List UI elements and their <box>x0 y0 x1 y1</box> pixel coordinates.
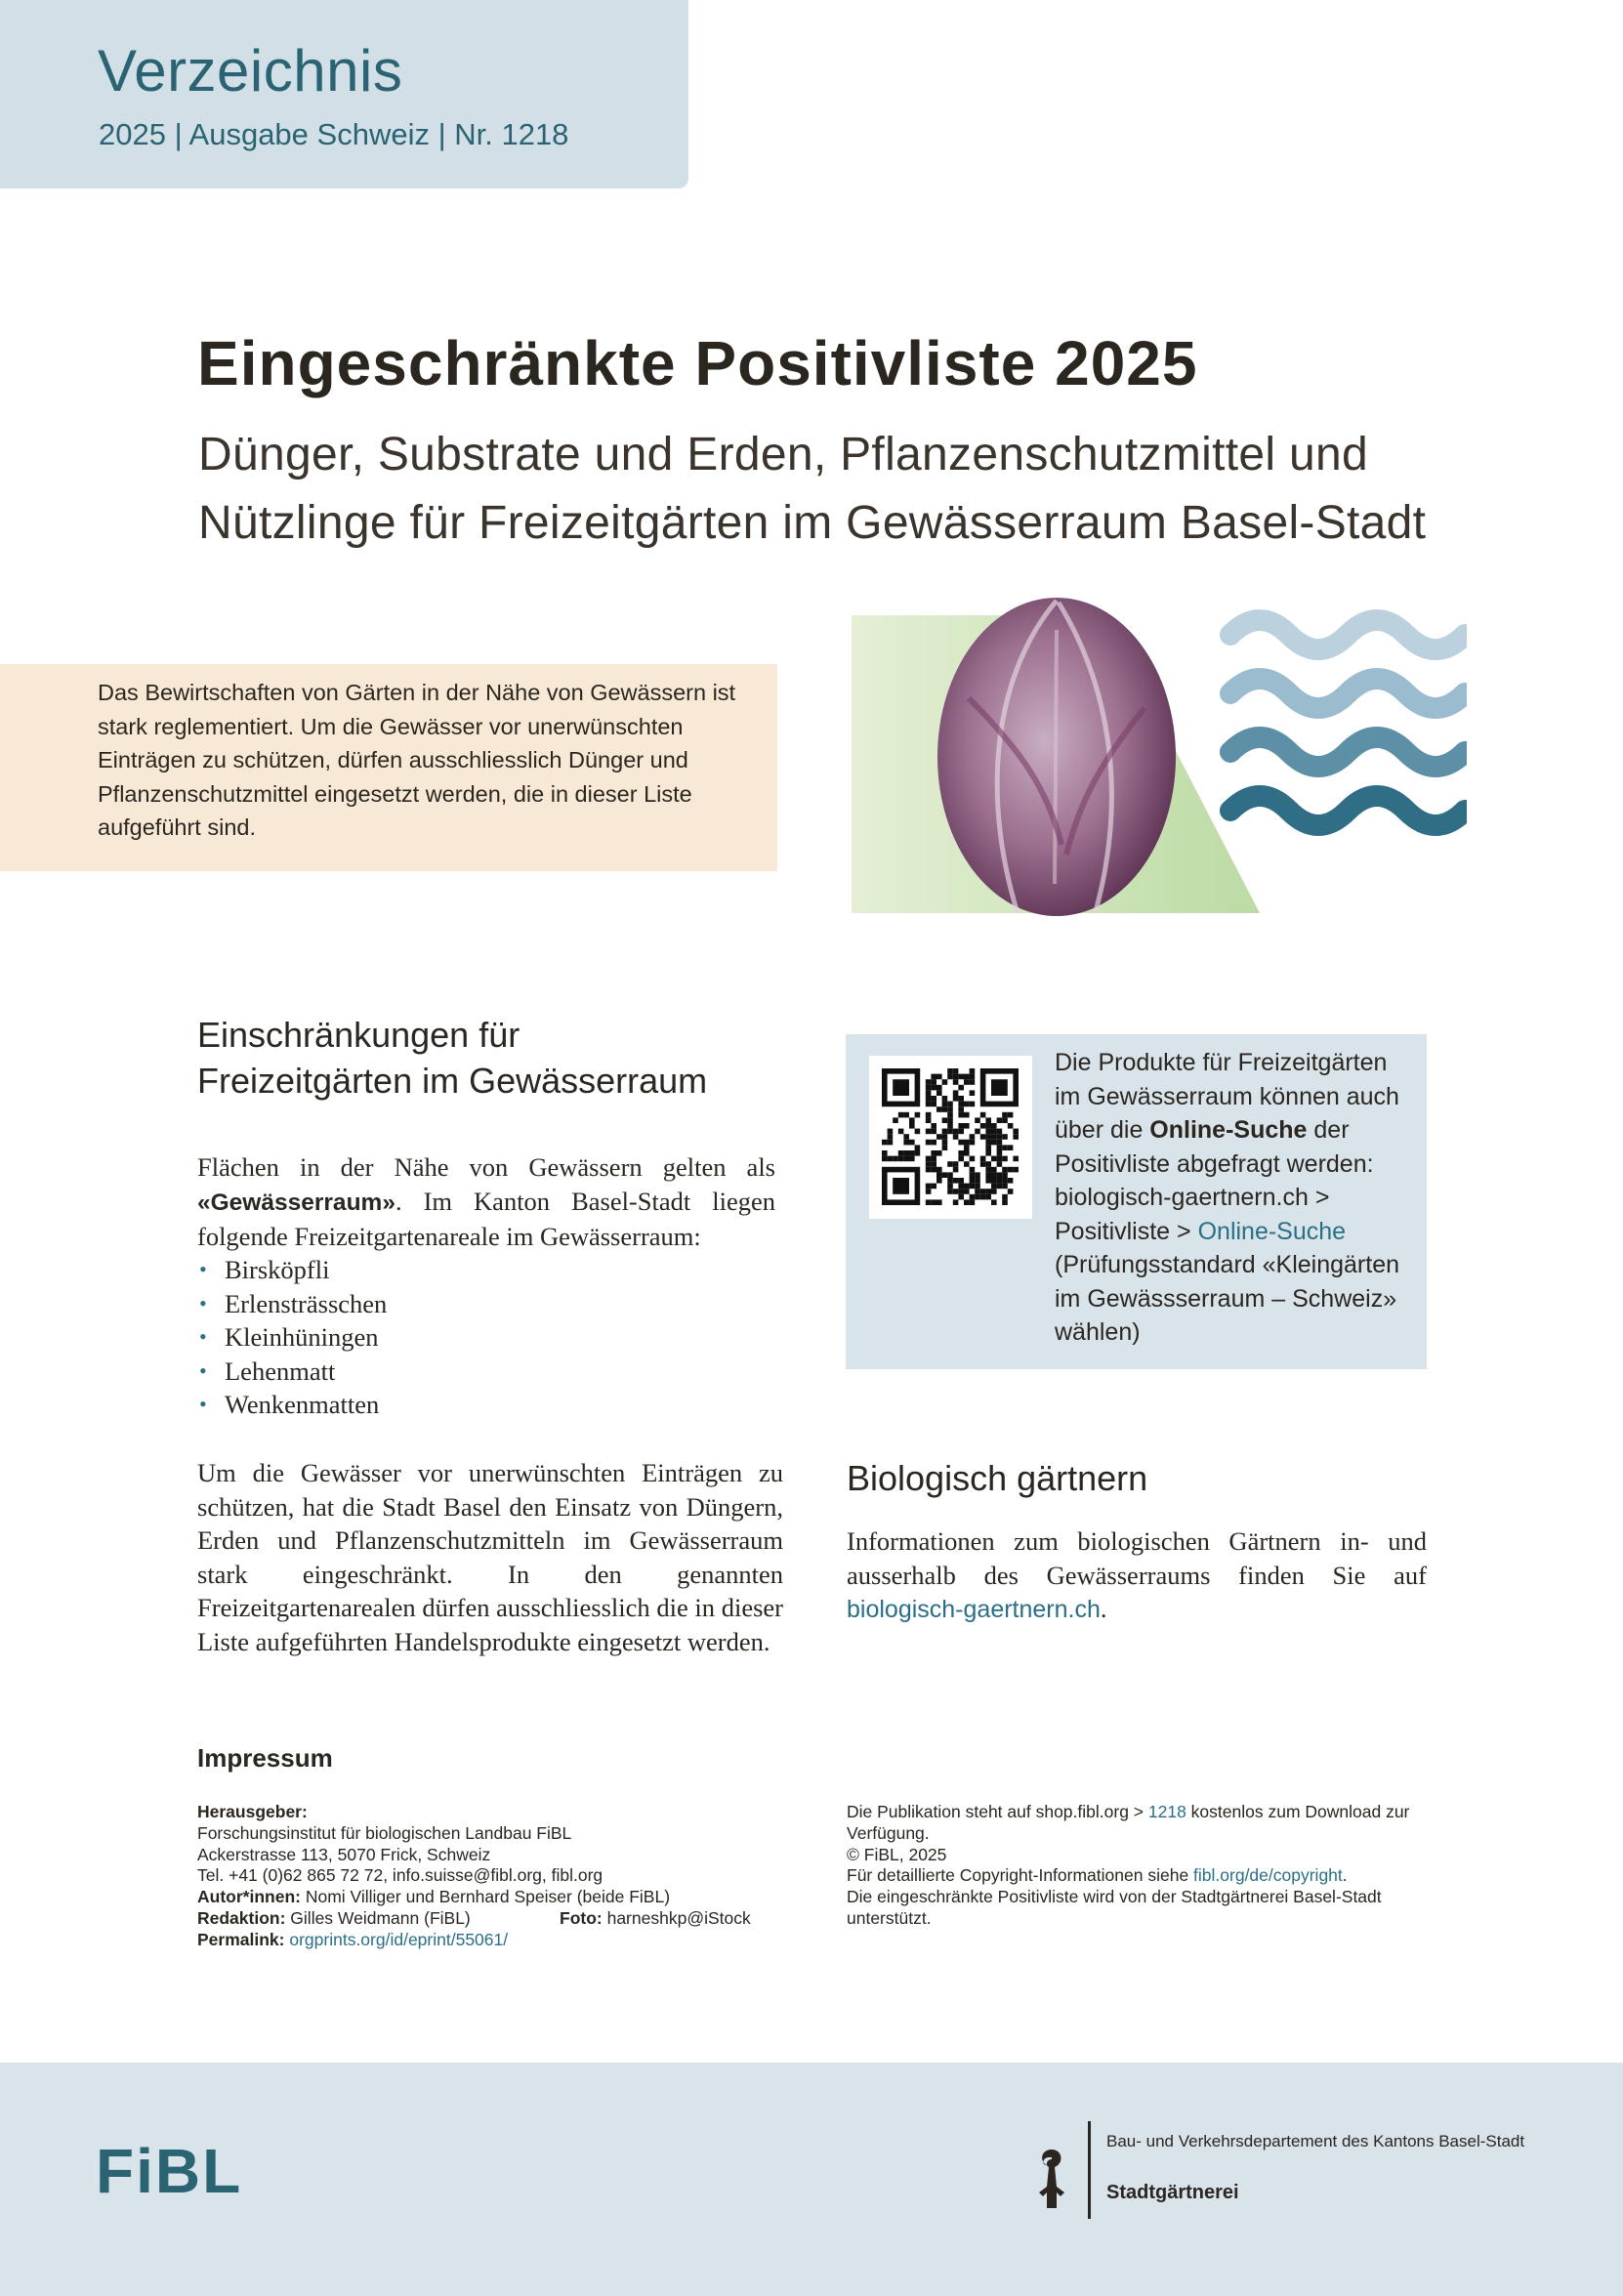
qr-code-icon <box>869 1056 1032 1219</box>
text-run: . Im Kanton Basel-Stadt liegen folgende Freizeitgartenareale im Gewässerraum: <box>197 1186 775 1251</box>
document-subtitle-line2: Nützlinge für Freizeitgärten im Gewässerraum Basel-Stadt <box>198 497 1427 549</box>
publisher-line: Ackerstrasse 113, 5070 Frick, Schweiz <box>197 1844 491 1864</box>
cabbage-image <box>937 598 1176 916</box>
list-item: • Wenkenmatten <box>197 1388 775 1422</box>
bold-term: Online-Suche <box>1149 1116 1308 1144</box>
copyright-text: © FiBL, 2025 <box>847 1844 947 1864</box>
wave-lines <box>1230 620 1465 825</box>
impressum-publisher-info <box>197 1802 803 1951</box>
section-heading-restrictions <box>197 1012 803 1104</box>
bio-gardening-paragraph <box>847 1524 1427 1627</box>
bio-gardening-link[interactable]: biologisch-gaertnern.ch <box>847 1596 1101 1623</box>
text-run: Flächen in der Nähe von Gewässern gelten als <box>197 1152 775 1182</box>
list-item: • Lehenmatt <box>197 1355 775 1389</box>
publisher-line: Tel. +41 (0)62 865 72 72, info.suisse@fibl.org, fibl.org <box>197 1865 603 1886</box>
list-item: • Birsköpfli <box>197 1253 775 1287</box>
list-item: • Kleinhüningen <box>197 1320 775 1355</box>
authors-value: Nomi Villiger und Bernhard Speiser (beide FiBL) <box>300 1887 671 1907</box>
section-heading-line2: Freizeitgärten im Gewässerraum <box>197 1061 708 1101</box>
document-title: Eingeschränkte Positivliste 2025 <box>197 328 1198 398</box>
copyright-link[interactable]: fibl.org/de/copyright <box>1193 1865 1343 1886</box>
department-name: Bau- und Verkehrsdepartement des Kantons Basel-Stadt <box>1106 2132 1525 2150</box>
text-run: . <box>1342 1865 1348 1886</box>
footer-divider <box>1088 2121 1091 2219</box>
header-title: Verzeichnis <box>98 38 403 104</box>
cabbage-illustration <box>852 591 1467 918</box>
text-run: (Prüfungsstandard «Kleingärten im Gewässserraum – Schweiz» wählen) <box>1055 1251 1400 1346</box>
shop-number-link[interactable]: 1218 <box>1147 1802 1186 1821</box>
editor-value: Gilles Weidmann (FiBL) <box>285 1907 471 1928</box>
online-search-link[interactable]: Online-Suche <box>1197 1217 1347 1245</box>
restrictions-paragraph-2: Um die Gewässer vor unerwünschten Einträgen zu schützen, hat die Stadt Basel den Einsatz von Düngern, Erden und Pflanzenschutzmitteln im Gewässerraum stark eingeschränkt. In den genannten Freizeitgartenarealen dürfen ausschliesslich die in dieser Liste aufgeführten Handelsprodukte eingesetzt werden. <box>197 1458 783 1656</box>
text-run: Die Produkte für Freizeitgärten im Gewässerraum können auch über die <box>1055 1049 1399 1144</box>
document-subtitle-line1: Dünger, Substrate und Erden, Pflanzenschutzmittel und <box>198 429 1368 480</box>
online-search-text <box>1055 1046 1416 1350</box>
text-run: . <box>1100 1594 1107 1623</box>
footer-bar <box>0 2063 1623 2296</box>
impressum-heading: Impressum <box>197 1743 333 1773</box>
permalink-label: Permalink: <box>197 1929 285 1949</box>
header-subtitle: 2025 | Ausgabe Schweiz | Nr. 1218 <box>99 117 569 151</box>
fibl-logo: FiBL <box>96 2136 243 2206</box>
photo-value: harneshkp@iStock <box>602 1907 751 1928</box>
bold-term: «Gewässerraum» <box>197 1189 395 1216</box>
section-heading-line1: Einschränkungen für <box>197 1015 520 1055</box>
garden-areas-list <box>197 1253 775 1422</box>
text-run: kostenlos zum Download zur Verfügung. <box>847 1802 1410 1843</box>
impressum-distribution-info <box>847 1802 1433 1930</box>
restrictions-paragraph <box>197 1150 775 1254</box>
photo-label: Foto: <box>560 1907 603 1928</box>
authors-label: Autor*innen: <box>197 1887 301 1907</box>
qr-code[interactable] <box>869 1056 1032 1219</box>
text-run: Für detaillierte Copyright-Informationen siehe <box>847 1865 1194 1886</box>
basel-crosier-icon <box>1035 2146 1068 2210</box>
intro-text: Das Bewirtschaften von Gärten in der Nähe von Gewässern ist stark reglementiert. Um die Gewässer vor unerwünschten Einträgen zu schützen, dürfen ausschliesslich Dünger und Pflanzenschutzmittel eingesetzt werden, die in dieser Liste aufgeführt sind. <box>98 680 736 840</box>
text-run: Informationen zum biologischen Gärtnern in- und ausserhalb des Gewässerraums finden Sie auf <box>847 1526 1427 1590</box>
stadtgaertnerei-name: Stadtgärtnerei <box>1106 2182 1239 2203</box>
publisher-label: Herausgeber: <box>197 1802 308 1821</box>
list-item: • Erlensträsschen <box>197 1287 775 1321</box>
section-heading-bio-gardening: Biologisch gärtnern <box>847 1458 1148 1498</box>
text-run: der Positivliste abgefragt werden: biologisch-gaertnern.ch > Positivliste > <box>1055 1116 1374 1245</box>
text-run: Die Publikation steht auf shop.fibl.org > <box>847 1802 1148 1821</box>
publisher-line: Forschungsinstitut für biologischen Landbau FiBL <box>197 1822 572 1843</box>
support-text: Die eingeschränkte Positivliste wird von der Stadtgärtnerei Basel-Stadt unterstützt. <box>847 1887 1382 1928</box>
permalink-link[interactable]: orgprints.org/id/eprint/55061/ <box>289 1929 509 1949</box>
editor-label: Redaktion: <box>197 1907 286 1928</box>
